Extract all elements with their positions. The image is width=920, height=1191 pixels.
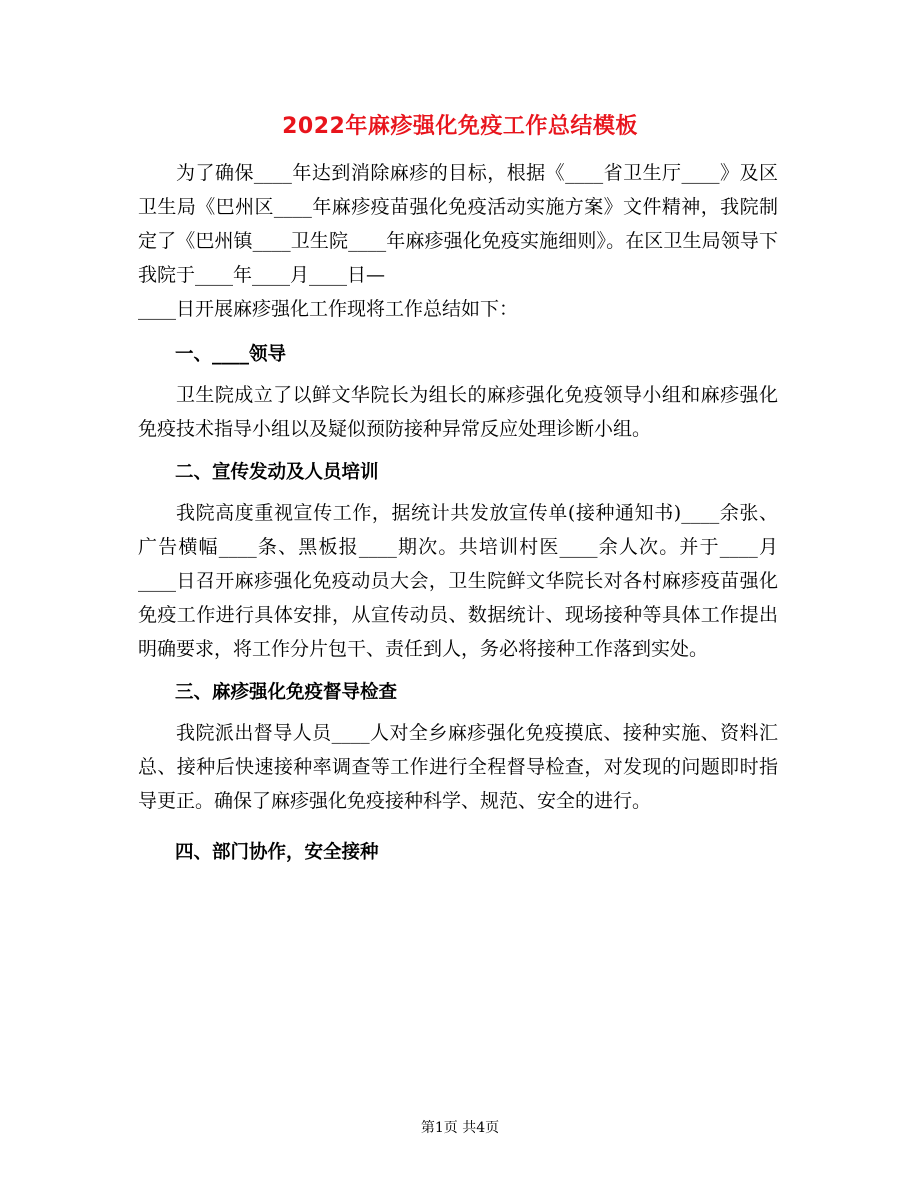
section-paragraph-1: 卫生院成立了以鲜文华院长为组长的麻疹强化免疫领导小组和麻疹强化免疫技术指导小组以及疑似预防接种异常反应处理诊断小组。 xyxy=(138,384,778,440)
section-heading-3: 三、麻疹强化免疫督导检查 xyxy=(175,682,398,703)
document-body xyxy=(138,156,778,870)
section-paragraph-2: 我院高度重视宣传工作，据统计共发放宣传单(接种通知书)____余张、广告横幅____条、黑板报____期次。共培训村医____余人次。并于____月____日召开麻疹强化免疫动员大会，卫生院鲜文华院长对各村麻疹疫苗强化免疫工作进行具体安排，从宣传动员、数据统计、现场接种等具体工作提出明确要求，将工作分片包干、责任到人，务必将接种工作落到实处。 xyxy=(138,502,778,660)
page-footer: 第1页 共4页 xyxy=(420,1120,500,1136)
section-heading-1: 一、____领导 xyxy=(175,344,287,365)
section-heading-4: 四、部门协作，安全接种 xyxy=(175,842,379,863)
section-paragraph-3: 我院派出督导人员____人对全乡麻疹强化免疫摸底、接种实施、资料汇总、接种后快速接种率调查等工作进行全程督导检查，对发现的问题即时指导更正。确保了麻疹强化免疫接种科学、规范、安全的进行。 xyxy=(138,722,778,812)
section-heading-2: 二、宣传发动及人员培训 xyxy=(175,462,379,483)
document-title: 2022年麻疹强化免疫工作总结模板 xyxy=(282,114,638,139)
intro-paragraph-continued: ____日开展麻疹强化工作现将工作总结如下： xyxy=(138,298,519,320)
intro-paragraph: 为了确保____年达到消除麻疹的目标，根据《____省卫生厅____》及区卫生局《巴州区____年麻疹疫苗强化免疫活动实施方案》文件精神，我院制定了《巴州镇____卫生院____年麻疹强化免疫实施细则》。在区卫生局领导下我院于____年____月____日— xyxy=(138,162,778,286)
